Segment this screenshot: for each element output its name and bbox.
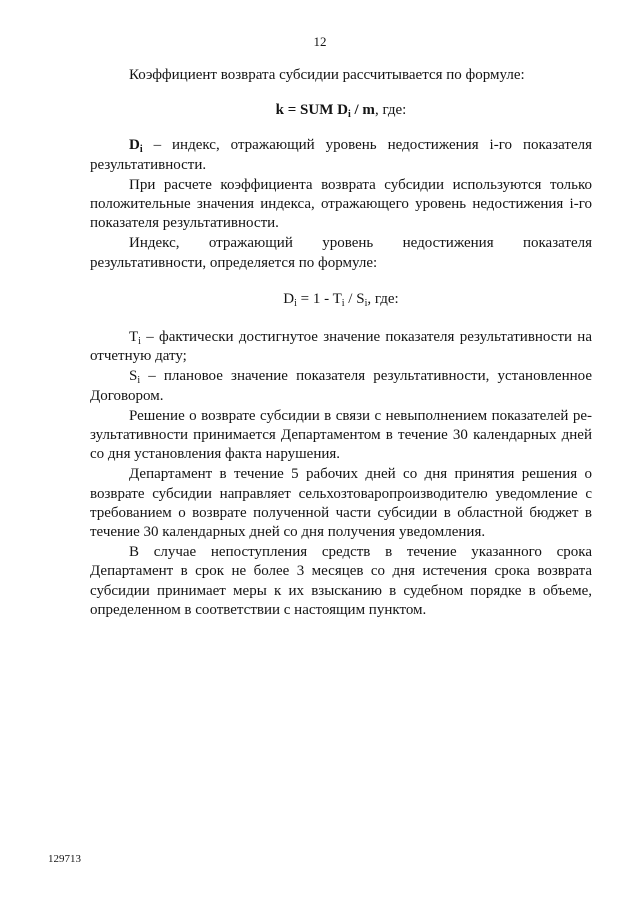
t-definition-text: – фактически достигнутое значение показателя результативности на отчетную дату;: [90, 329, 592, 365]
return-coefficient-formula: [90, 101, 592, 120]
document-body: [90, 66, 592, 620]
formula2-tail: , где:: [367, 290, 399, 307]
formula2-slash: / S: [344, 290, 365, 307]
formula-subscript: i: [347, 109, 351, 121]
formula2-s-sub: i: [364, 297, 368, 309]
formula-lhs: k = SUM D: [275, 102, 348, 119]
page-number: 12: [313, 34, 327, 49]
nonreceipt-paragraph: В случае непоступления средств в течение указанного срока Департамент в срок не более 3 месяцев со дня истечения срока возврата субсидии принимает меры к их взысканию в судебном порядке в объеме, определенном в соответствии с настоящим пунктом.: [90, 544, 592, 618]
t-definition: [90, 328, 592, 366]
decision-paragraph: Решение о возврате субсидии в связи с невыполнением показателей результативности принимается Департаментом в течение 30 календарных дней со дня установления факта нарушения.: [90, 407, 592, 463]
s-definition-text: – плановое значение показателя результативности, установленное Договором.: [90, 368, 592, 404]
t-symbol: T: [129, 329, 139, 346]
formula2-t-sub: i: [341, 297, 345, 309]
d-subscript: i: [139, 144, 143, 156]
positive-values-paragraph: При расчете коэффициента возврата субсидии используются только положительные значения индекса, отражающего уровень недостижения i-го показателя результативности.: [90, 176, 592, 232]
department-paragraph: Департамент в течение 5 рабочих дней со дня принятия решения о возврате субсидии направляет сельхозтоваропроизводителю уведомление с требованием о возврате полученной части субсидии в областной бюджет в течение 30 календарных дней со дня получения уведомления.: [90, 466, 592, 541]
formula-tail: , где:: [374, 102, 407, 119]
intro-paragraph: Коэффициент возврата субсидии рассчитывается по формуле:: [129, 67, 525, 83]
s-subscript: i: [137, 375, 141, 387]
s-definition: [90, 367, 592, 405]
formula-rhs: / m: [350, 102, 375, 119]
d-symbol: D: [129, 137, 140, 154]
formula2-d: D: [283, 290, 295, 307]
t-subscript: i: [138, 336, 141, 348]
footer-code: 129713: [48, 853, 81, 865]
d-definition: [90, 136, 592, 174]
formula2-mid: = 1 - T: [296, 290, 342, 307]
formula2-d-sub: i: [294, 297, 297, 309]
index-formula-intro: Индекс, отражающий уровень недостижения показателя результативности, определяется по формуле:: [90, 235, 592, 271]
s-symbol: S: [129, 368, 138, 385]
index-formula: [90, 290, 592, 309]
d-definition-text: – индекс, отражающий уровень недостижения i-го показателя результативности.: [90, 137, 592, 173]
